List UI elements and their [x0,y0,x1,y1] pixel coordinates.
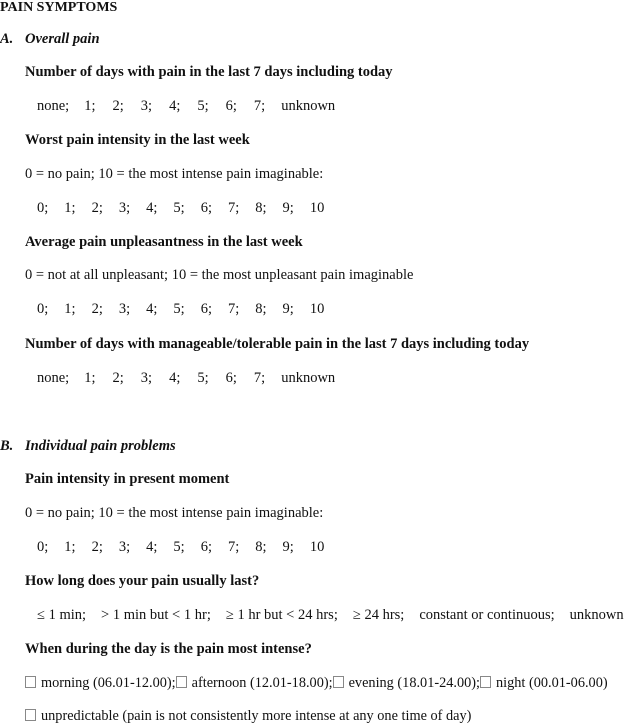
option[interactable]: 6; [200,539,212,555]
option[interactable]: 6; [200,301,212,317]
option[interactable]: ≤ 1 min; [37,607,87,623]
option[interactable]: 2; [91,301,103,317]
checkbox-icon[interactable] [333,676,344,688]
checkbox-label: night (00.01-06.00) [496,675,608,691]
options-present-intensity [37,539,324,556]
checkbox-option[interactable] [480,675,608,691]
option[interactable]: 4; [146,200,158,216]
scale-description: 0 = no pain; 10 = the most intense pain imaginable: [25,166,324,182]
option[interactable]: 5; [173,539,185,555]
section-b-heading [0,438,176,455]
option[interactable]: 9; [282,301,294,317]
option[interactable]: 7; [253,98,266,114]
question-label: Pain intensity in present moment [25,471,230,487]
option[interactable]: 7; [227,301,240,317]
option[interactable]: 9; [282,200,294,216]
option[interactable]: 2; [112,370,124,386]
option[interactable]: 3; [140,370,153,386]
checkbox-label: afternoon (12.01-18.00); [191,675,333,691]
option[interactable]: 1; [64,539,76,555]
option[interactable]: 9; [282,539,294,555]
scale-description: 0 = no pain; 10 = the most intense pain imaginable: [25,505,324,521]
option[interactable]: 3; [118,539,131,555]
question-label: Number of days with manageable/tolerable pain in the last 7 days including today [25,336,530,352]
option[interactable]: 3; [140,98,153,114]
option[interactable]: 4; [146,301,158,317]
section-letter: B. [0,438,14,454]
checkbox-label: morning (06.01-12.00); [41,675,176,691]
options-worst-pain [37,200,324,217]
option[interactable]: 4; [169,370,181,386]
option[interactable]: 3; [118,301,131,317]
option[interactable]: 6; [225,370,237,386]
question-label: Worst pain intensity in the last week [25,132,250,148]
option[interactable]: 4; [169,98,181,114]
option[interactable]: 1; [64,301,76,317]
option[interactable]: 1; [64,200,76,216]
section-letter: A. [0,31,14,47]
question-label: When during the day is the pain most intense? [25,641,312,657]
option[interactable]: 7; [253,370,266,386]
option[interactable]: 2; [91,539,103,555]
section-a-heading [0,31,100,48]
option[interactable]: 1; [84,370,96,386]
option[interactable]: 5; [173,301,185,317]
option[interactable]: 10 [309,539,325,555]
option[interactable]: 5; [197,98,209,114]
options-manageable-days [37,370,335,387]
option[interactable]: 10 [309,200,325,216]
option[interactable]: 2; [112,98,124,114]
option[interactable]: 5; [173,200,185,216]
section-title: Individual pain problems [25,438,176,454]
options-average-unpleasantness [37,301,324,318]
option[interactable]: none; [37,370,70,386]
scale-description: 0 = not at all unpleasant; 10 = the most unpleasant pain imaginable [25,267,414,283]
option[interactable]: unknown [281,98,336,114]
option[interactable]: 8; [255,200,267,216]
section-title: Overall pain [25,31,100,47]
option[interactable]: unknown [569,607,624,623]
checkbox-option[interactable] [176,675,333,691]
question-label: Average pain unpleasantness in the last week [25,234,303,250]
time-of-day-options [25,675,608,692]
option[interactable]: ≥ 24 hrs; [352,607,405,623]
option[interactable]: 7; [227,539,240,555]
checkbox-option[interactable] [25,675,176,691]
option[interactable]: 2; [91,200,103,216]
option[interactable]: 0; [37,539,49,555]
option[interactable]: 7; [227,200,240,216]
checkbox-icon[interactable] [480,676,491,688]
question-label: How long does your pain usually last? [25,573,260,589]
option[interactable]: 0; [37,301,49,317]
checkbox-label: unpredictable (pain is not consistently more intense at any one time of day) [41,708,472,724]
checkbox-label: evening (18.01-24.00); [348,675,481,691]
checkbox-icon[interactable] [25,676,36,688]
option[interactable]: 6; [200,200,212,216]
option[interactable]: 8; [255,539,267,555]
option[interactable]: 4; [146,539,158,555]
option[interactable]: 3; [118,200,131,216]
option[interactable]: 6; [225,98,237,114]
option[interactable]: 10 [309,301,325,317]
question-label: Number of days with pain in the last 7 days including today [25,64,393,80]
options-days-with-pain [37,98,335,115]
option[interactable]: > 1 min but < 1 hr; [101,607,211,623]
option[interactable]: 0; [37,200,49,216]
checkbox-option[interactable] [333,675,480,691]
option[interactable]: 5; [197,370,209,386]
option[interactable]: constant or continuous; [419,607,555,623]
option[interactable]: none; [37,98,70,114]
option[interactable]: ≥ 1 hr but < 24 hrs; [225,607,338,623]
checkbox-option-unpredictable[interactable] [25,708,471,725]
checkbox-icon[interactable] [25,709,36,721]
checkbox-icon[interactable] [176,676,187,688]
page-title: PAIN SYMPTOMS [0,0,118,15]
option[interactable]: unknown [281,370,336,386]
option[interactable]: 8; [255,301,267,317]
options-pain-duration [37,607,624,624]
option[interactable]: 1; [84,98,96,114]
